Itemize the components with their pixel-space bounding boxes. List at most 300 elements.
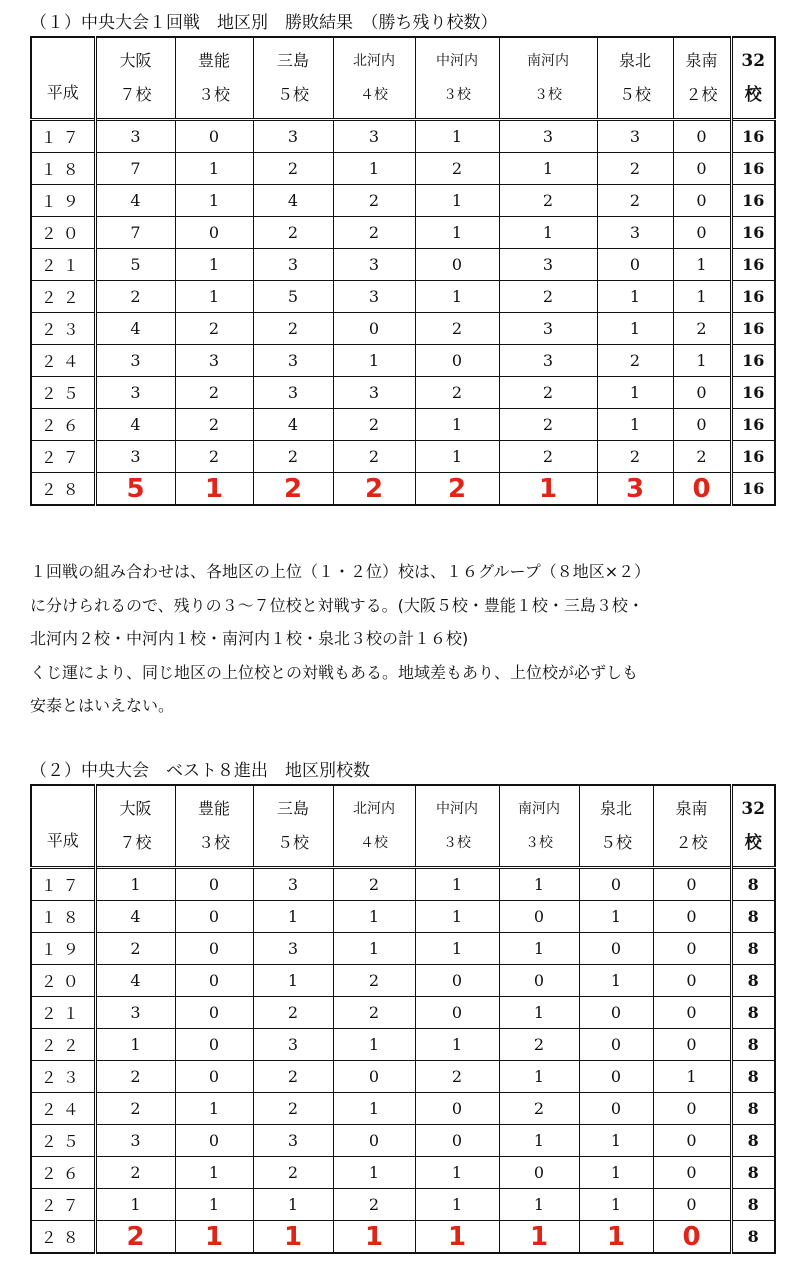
value-cell: 2 (253, 1157, 333, 1189)
district-name: 中河内 (436, 53, 478, 69)
value-cell: 1 (175, 1093, 253, 1125)
value-cell: 1 (499, 1221, 579, 1254)
value-cell: 1 (499, 933, 579, 965)
table-row (31, 1029, 775, 1061)
year-cell: ２６ (31, 409, 95, 441)
value-cell: 1 (175, 281, 253, 313)
value-cell: 1 (653, 1061, 731, 1093)
value-cell: 2 (95, 1093, 175, 1125)
district-header (253, 785, 333, 868)
district-header (95, 785, 175, 868)
value-cell: 2 (333, 1189, 415, 1221)
table-row (31, 1221, 775, 1254)
value-cell: 0 (415, 1125, 499, 1157)
district-school-count: ４校 (360, 87, 388, 103)
value-cell: 4 (95, 965, 175, 997)
value-cell: 2 (499, 441, 597, 473)
value-cell: 0 (333, 1125, 415, 1157)
value-cell: 4 (253, 185, 333, 217)
value-cell: 5 (253, 281, 333, 313)
total-cell: 8 (731, 1221, 775, 1254)
value-cell: 0 (653, 997, 731, 1029)
year-cell: ２２ (31, 281, 95, 313)
value-cell: 0 (175, 901, 253, 933)
value-cell: 3 (333, 281, 415, 313)
value-cell: 0 (579, 997, 653, 1029)
value-cell: 1 (597, 281, 673, 313)
district-header (579, 785, 653, 868)
value-cell: 1 (175, 1157, 253, 1189)
value-cell: 2 (95, 933, 175, 965)
value-cell: 0 (499, 965, 579, 997)
year-cell: ２４ (31, 345, 95, 377)
first-round-results-table (30, 36, 776, 506)
value-cell: 1 (415, 281, 499, 313)
table-row (31, 1157, 775, 1189)
value-cell: 3 (499, 313, 597, 345)
value-cell: 4 (253, 409, 333, 441)
district-name: 豊能 (197, 799, 230, 818)
value-cell: 1 (499, 997, 579, 1029)
district-header (653, 785, 731, 868)
district-name: 大阪 (119, 799, 152, 818)
district-name: 北河内 (353, 801, 395, 817)
value-cell: 2 (415, 377, 499, 409)
value-cell: 0 (579, 1093, 653, 1125)
value-cell: 1 (499, 868, 579, 901)
year-cell: １７ (31, 120, 95, 153)
table-row (31, 345, 775, 377)
value-cell: 2 (499, 377, 597, 409)
value-cell: 0 (653, 965, 731, 997)
value-cell: 1 (333, 153, 415, 185)
table-row (31, 185, 775, 217)
value-cell: 1 (333, 1029, 415, 1061)
year-cell: ２３ (31, 313, 95, 345)
year-cell: ２２ (31, 1029, 95, 1061)
section2-title: （２）中央大会 ベスト８進出 地区別校数 (30, 761, 370, 781)
district-school-count: ５校 (618, 85, 651, 104)
total-cell: 16 (731, 185, 775, 217)
value-cell: 3 (333, 249, 415, 281)
value-cell: 1 (579, 1189, 653, 1221)
value-cell: 1 (253, 965, 333, 997)
value-cell: 1 (415, 409, 499, 441)
district-school-count: ３校 (534, 87, 562, 103)
table-row (31, 1093, 775, 1125)
value-cell: 0 (653, 1029, 731, 1061)
total-cell: 16 (731, 313, 775, 345)
total-cell: 8 (731, 1125, 775, 1157)
value-cell: 1 (253, 901, 333, 933)
value-cell: 2 (499, 1029, 579, 1061)
district-name: 泉南 (675, 799, 708, 818)
total-cell: 8 (731, 1029, 775, 1061)
value-cell: 2 (499, 281, 597, 313)
value-cell: 1 (333, 933, 415, 965)
value-cell: 3 (95, 120, 175, 153)
value-cell: 1 (415, 185, 499, 217)
district-header (415, 37, 499, 120)
value-cell: 1 (415, 441, 499, 473)
value-cell: 2 (253, 473, 333, 506)
district-header (95, 37, 175, 120)
value-cell: 0 (579, 933, 653, 965)
value-cell: 1 (95, 1189, 175, 1221)
value-cell: 0 (653, 1125, 731, 1157)
value-cell: 0 (673, 377, 731, 409)
district-name: 南河内 (518, 801, 560, 817)
table-row (31, 1189, 775, 1221)
table-row (31, 1125, 775, 1157)
total-unit: 校 (744, 85, 762, 105)
value-cell: 0 (333, 1061, 415, 1093)
total-cell: 8 (731, 901, 775, 933)
district-school-count: ５校 (276, 833, 309, 852)
total-number: 32 (741, 799, 766, 819)
note-line: １回戦の組み合わせは、各地区の上位（１・２位）校は、１６グループ（８地区×２） (30, 562, 651, 581)
value-cell: 3 (499, 249, 597, 281)
value-cell: 1 (95, 1029, 175, 1061)
value-cell: 3 (253, 377, 333, 409)
district-school-count: ３校 (197, 833, 230, 852)
year-cell: ２４ (31, 1093, 95, 1125)
value-cell: 2 (253, 1093, 333, 1125)
year-cell: ２８ (31, 1221, 95, 1254)
value-cell: 0 (175, 217, 253, 249)
value-cell: 0 (597, 249, 673, 281)
total-header (731, 785, 775, 868)
value-cell: 1 (499, 1189, 579, 1221)
value-cell: 4 (95, 185, 175, 217)
table-row (31, 249, 775, 281)
value-cell: 1 (499, 153, 597, 185)
value-cell: 2 (499, 1093, 579, 1125)
value-cell: 0 (673, 120, 731, 153)
value-cell: 0 (673, 153, 731, 185)
value-cell: 1 (333, 901, 415, 933)
value-cell: 0 (175, 1029, 253, 1061)
table-row (31, 217, 775, 249)
value-cell: 3 (253, 1125, 333, 1157)
total-cell: 8 (731, 868, 775, 901)
value-cell: 2 (333, 868, 415, 901)
value-cell: 2 (175, 441, 253, 473)
value-cell: 3 (499, 345, 597, 377)
value-cell: 2 (333, 473, 415, 506)
year-cell: １７ (31, 868, 95, 901)
value-cell: 3 (597, 473, 673, 506)
note-line: 北河内２校・中河内１校・南河内１校・泉北３校の計１６校) (30, 629, 469, 648)
value-cell: 3 (253, 345, 333, 377)
value-cell: 2 (175, 377, 253, 409)
total-header (731, 37, 775, 120)
total-cell: 16 (731, 409, 775, 441)
value-cell: 1 (579, 1157, 653, 1189)
district-school-count: ２校 (685, 85, 718, 104)
value-cell: 1 (415, 1189, 499, 1221)
year-cell: ２１ (31, 997, 95, 1029)
value-cell: 1 (673, 281, 731, 313)
value-cell: 1 (175, 249, 253, 281)
district-school-count: ３校 (443, 87, 471, 103)
table-row (31, 997, 775, 1029)
value-cell: 0 (653, 868, 731, 901)
value-cell: 0 (415, 249, 499, 281)
value-cell: 2 (499, 409, 597, 441)
value-cell: 2 (415, 1061, 499, 1093)
district-name: 中河内 (436, 801, 478, 817)
district-header (597, 37, 673, 120)
value-cell: 0 (499, 901, 579, 933)
value-cell: 0 (175, 997, 253, 1029)
value-cell: 2 (175, 313, 253, 345)
value-cell: 0 (415, 997, 499, 1029)
district-header (673, 37, 731, 120)
value-cell: 1 (415, 933, 499, 965)
value-cell: 3 (95, 997, 175, 1029)
value-cell: 3 (95, 1125, 175, 1157)
value-cell: 0 (653, 1157, 731, 1189)
total-cell: 16 (731, 153, 775, 185)
value-cell: 0 (415, 345, 499, 377)
total-cell: 16 (731, 249, 775, 281)
value-cell: 3 (253, 868, 333, 901)
value-cell: 2 (415, 473, 499, 506)
value-cell: 1 (253, 1221, 333, 1254)
year-cell: ２６ (31, 1157, 95, 1189)
value-cell: 1 (499, 1125, 579, 1157)
district-school-count: ２校 (675, 833, 708, 852)
value-cell: 7 (95, 153, 175, 185)
year-cell: ２５ (31, 1125, 95, 1157)
total-number: 32 (741, 51, 766, 71)
table-row (31, 473, 775, 506)
table-row (31, 377, 775, 409)
table-row (31, 1061, 775, 1093)
value-cell: 0 (653, 1189, 731, 1221)
year-header: 平成 (31, 785, 95, 868)
value-cell: 4 (95, 409, 175, 441)
value-cell: 1 (597, 313, 673, 345)
section1-title: （１）中央大会１回戦 地区別 勝敗結果 （勝ち残り校数） (30, 13, 498, 33)
value-cell: 1 (333, 1221, 415, 1254)
total-cell: 16 (731, 217, 775, 249)
value-cell: 1 (253, 1189, 333, 1221)
value-cell: 1 (415, 1157, 499, 1189)
total-cell: 8 (731, 933, 775, 965)
district-name: 豊能 (197, 51, 230, 70)
value-cell: 1 (333, 1093, 415, 1125)
value-cell: 2 (597, 441, 673, 473)
value-cell: 0 (653, 1221, 731, 1254)
value-cell: 1 (415, 901, 499, 933)
total-cell: 16 (731, 377, 775, 409)
value-cell: 2 (415, 153, 499, 185)
value-cell: 1 (333, 1157, 415, 1189)
value-cell: 1 (499, 217, 597, 249)
value-cell: 0 (653, 933, 731, 965)
header-row (31, 37, 775, 120)
total-cell: 8 (731, 1093, 775, 1125)
value-cell: 1 (175, 1221, 253, 1254)
value-cell: 0 (579, 1029, 653, 1061)
district-school-count: ４校 (360, 835, 388, 851)
value-cell: 2 (253, 153, 333, 185)
value-cell: 1 (579, 1221, 653, 1254)
year-cell: ２３ (31, 1061, 95, 1093)
total-cell: 8 (731, 1157, 775, 1189)
value-cell: 0 (175, 1125, 253, 1157)
value-cell: 0 (673, 185, 731, 217)
value-cell: 0 (175, 1061, 253, 1093)
district-name: 北河内 (353, 53, 395, 69)
year-cell: １８ (31, 153, 95, 185)
value-cell: 1 (499, 473, 597, 506)
district-header (175, 37, 253, 120)
value-cell: 2 (253, 997, 333, 1029)
value-cell: 1 (415, 217, 499, 249)
district-header (253, 37, 333, 120)
value-cell: 0 (673, 217, 731, 249)
value-cell: 1 (175, 473, 253, 506)
total-cell: 16 (731, 120, 775, 153)
value-cell: 0 (175, 965, 253, 997)
table-row (31, 901, 775, 933)
value-cell: 2 (333, 965, 415, 997)
district-school-count: ３校 (443, 835, 471, 851)
value-cell: 1 (175, 153, 253, 185)
value-cell: 5 (95, 249, 175, 281)
value-cell: 1 (579, 965, 653, 997)
note-line: くじ運により、同じ地区の上位校との対戦もある。地域差もあり、上位校が必ずしも (30, 662, 639, 682)
value-cell: 2 (175, 409, 253, 441)
value-cell: 0 (175, 933, 253, 965)
value-cell: 1 (673, 249, 731, 281)
table-row (31, 441, 775, 473)
value-cell: 3 (175, 345, 253, 377)
total-unit: 校 (744, 833, 762, 853)
value-cell: 0 (653, 1093, 731, 1125)
value-cell: 3 (597, 120, 673, 153)
year-cell: １８ (31, 901, 95, 933)
value-cell: 2 (253, 313, 333, 345)
district-name: 泉北 (599, 799, 632, 818)
district-school-count: ７校 (119, 833, 152, 852)
year-cell: ２０ (31, 965, 95, 997)
district-header (415, 785, 499, 868)
value-cell: 1 (415, 868, 499, 901)
value-cell: 2 (95, 1061, 175, 1093)
value-cell: 1 (415, 120, 499, 153)
value-cell: 0 (673, 473, 731, 506)
value-cell: 1 (175, 185, 253, 217)
value-cell: 1 (415, 1029, 499, 1061)
value-cell: 3 (253, 933, 333, 965)
value-cell: 0 (653, 901, 731, 933)
value-cell: 1 (415, 1221, 499, 1254)
value-cell: 3 (499, 120, 597, 153)
total-cell: 16 (731, 441, 775, 473)
value-cell: 1 (579, 901, 653, 933)
district-school-count: ５校 (599, 833, 632, 852)
note-line: 安泰とはいえない。 (30, 696, 175, 715)
value-cell: 1 (579, 1125, 653, 1157)
value-cell: 2 (597, 185, 673, 217)
value-cell: 1 (95, 868, 175, 901)
district-name: 大阪 (119, 51, 152, 70)
header-row (31, 785, 775, 868)
value-cell: 2 (253, 217, 333, 249)
total-cell: 16 (731, 345, 775, 377)
table-row (31, 933, 775, 965)
explanation-note (30, 555, 790, 723)
value-cell: 0 (175, 120, 253, 153)
value-cell: 0 (579, 1061, 653, 1093)
year-header: 平成 (31, 37, 95, 120)
value-cell: 2 (333, 997, 415, 1029)
value-cell: 3 (253, 120, 333, 153)
table-row (31, 868, 775, 901)
value-cell: 3 (597, 217, 673, 249)
value-cell: 3 (253, 249, 333, 281)
value-cell: 2 (415, 313, 499, 345)
value-cell: 7 (95, 217, 175, 249)
total-cell: 8 (731, 1061, 775, 1093)
total-cell: 8 (731, 997, 775, 1029)
value-cell: 2 (673, 313, 731, 345)
value-cell: 0 (579, 868, 653, 901)
note-line: に分けられるので、残りの３～７位校と対戦する。(大阪５校・豊能１校・三島３校・ (30, 595, 644, 615)
value-cell: 0 (415, 1093, 499, 1125)
value-cell: 2 (673, 441, 731, 473)
value-cell: 0 (175, 868, 253, 901)
value-cell: 3 (253, 1029, 333, 1061)
district-header (333, 37, 415, 120)
best8-results-table (30, 784, 776, 1254)
value-cell: 0 (333, 313, 415, 345)
value-cell: 1 (673, 345, 731, 377)
value-cell: 2 (499, 185, 597, 217)
district-name: 三島 (276, 51, 309, 70)
table-row (31, 313, 775, 345)
value-cell: 5 (95, 473, 175, 506)
district-name: 泉南 (685, 51, 718, 70)
table-row (31, 409, 775, 441)
district-header (175, 785, 253, 868)
total-cell: 16 (731, 473, 775, 506)
value-cell: 1 (597, 377, 673, 409)
district-school-count: ７校 (119, 85, 152, 104)
value-cell: 2 (597, 345, 673, 377)
year-cell: １９ (31, 185, 95, 217)
value-cell: 3 (95, 377, 175, 409)
value-cell: 2 (333, 441, 415, 473)
total-cell: 8 (731, 1189, 775, 1221)
total-cell: 8 (731, 965, 775, 997)
district-school-count: ５校 (276, 85, 309, 104)
value-cell: 2 (597, 153, 673, 185)
year-cell: ２７ (31, 1189, 95, 1221)
value-cell: 2 (253, 441, 333, 473)
value-cell: 1 (597, 409, 673, 441)
district-header (499, 785, 579, 868)
value-cell: 4 (95, 901, 175, 933)
value-cell: 3 (333, 377, 415, 409)
value-cell: 1 (333, 345, 415, 377)
value-cell: 2 (333, 409, 415, 441)
district-name: 南河内 (527, 53, 569, 69)
